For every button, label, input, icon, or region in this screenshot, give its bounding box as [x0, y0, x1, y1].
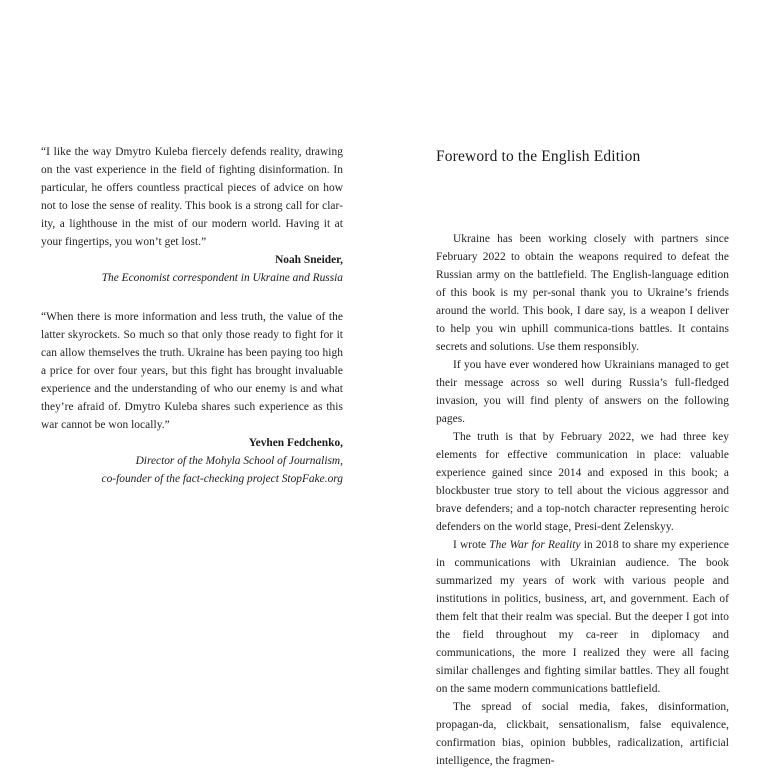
left-page-content [41, 143, 343, 488]
chapter-title: Foreword to the English Edition [436, 148, 641, 165]
body-paragraph: The truth is that by February 2022, we had three key elements for effective communication in place: valuable experience gained since 2014 and exposed in this book; a blockbuster true story to tell about the vicious aggressor and brave defenders; and a top-notch character representing heroic defenders on the world stage, Presi-dent Zelenskyy. [436, 431, 729, 533]
right-page-content [436, 146, 729, 770]
quote-text: “When there is more information and less truth, the value of the latter skyrockets. So much so that only those ready to fight for it can allow themselves the truth. Ukraine has been paying too high a price for over four years, but this fight has brought invaluable experience and the understanding of who our enemy is and what they’re afraid of. Dmytro Kuleba shares such experience as this war cannot be won locally.” [41, 311, 343, 431]
chapter-body [436, 230, 729, 770]
quote-attribution-role: The Economist correspondent in Ukraine and Russia [101, 272, 343, 284]
quote-attribution-name: Noah Sneider, [275, 254, 343, 266]
quote-attribution-role: co-founder of the fact-checking project StopFake.org [101, 473, 343, 485]
right-page [383, 0, 766, 765]
quote-attribution-name: Yevhen Fedchenko, [248, 437, 343, 449]
endorsement-quote-2 [41, 308, 343, 488]
body-paragraph: The spread of social media, fakes, disinformation, propagan-da, clickbait, sensationalism, false equivalence, confirmation bias, opinion bubbles, radicalization, artificial intelligence, the fragmen- [436, 701, 729, 767]
endorsement-quote-1 [41, 143, 343, 287]
quote-text: “I like the way Dmytro Kuleba fiercely defends reality, drawing on the vast experience in the field of fighting disinformation. In particular, he offers countless practical pieces of advice on how not to lose the sense of reality. This book is a strong call for clar-ity, a lighthouse in the mist of our modern world. Having it at your fingertips, you won’t get lost.” [41, 146, 343, 248]
left-page [0, 0, 383, 765]
body-paragraph: Ukraine has been working closely with partners since February 2022 to obtain the weapons required to defeat the Russian army on the battlefield. The English-language edition of this book is my per-sonal thank you to Ukraine’s friends around the world. This book, I dare say, is a weapon I deliver to help you win uphill communica-tions battles. It contains secrets and solutions. Use them responsibly. [436, 233, 729, 353]
italic-title: The War for Reality [489, 539, 581, 551]
body-paragraph: If you have ever wondered how Ukrainians managed to get their message across so well during Russia’s full-fledged invasion, you will find plenty of answers on the following pages. [436, 359, 729, 425]
body-paragraph: I wrote The War for Reality in 2018 to share my experience in communications with Ukrainian audience. The book summarized my years of work with various people and institutions in politics, business, art, and government. Each of them felt that their realm was special. But the deeper I got into the field throughout my ca-reer in diplomacy and communications, the more I realized they were all facing similar challenges and fighting similar battles. They all fought on the same modern communications battlefield. [436, 539, 729, 695]
quote-attribution-role: Director of the Mohyla School of Journalism, [135, 455, 343, 467]
